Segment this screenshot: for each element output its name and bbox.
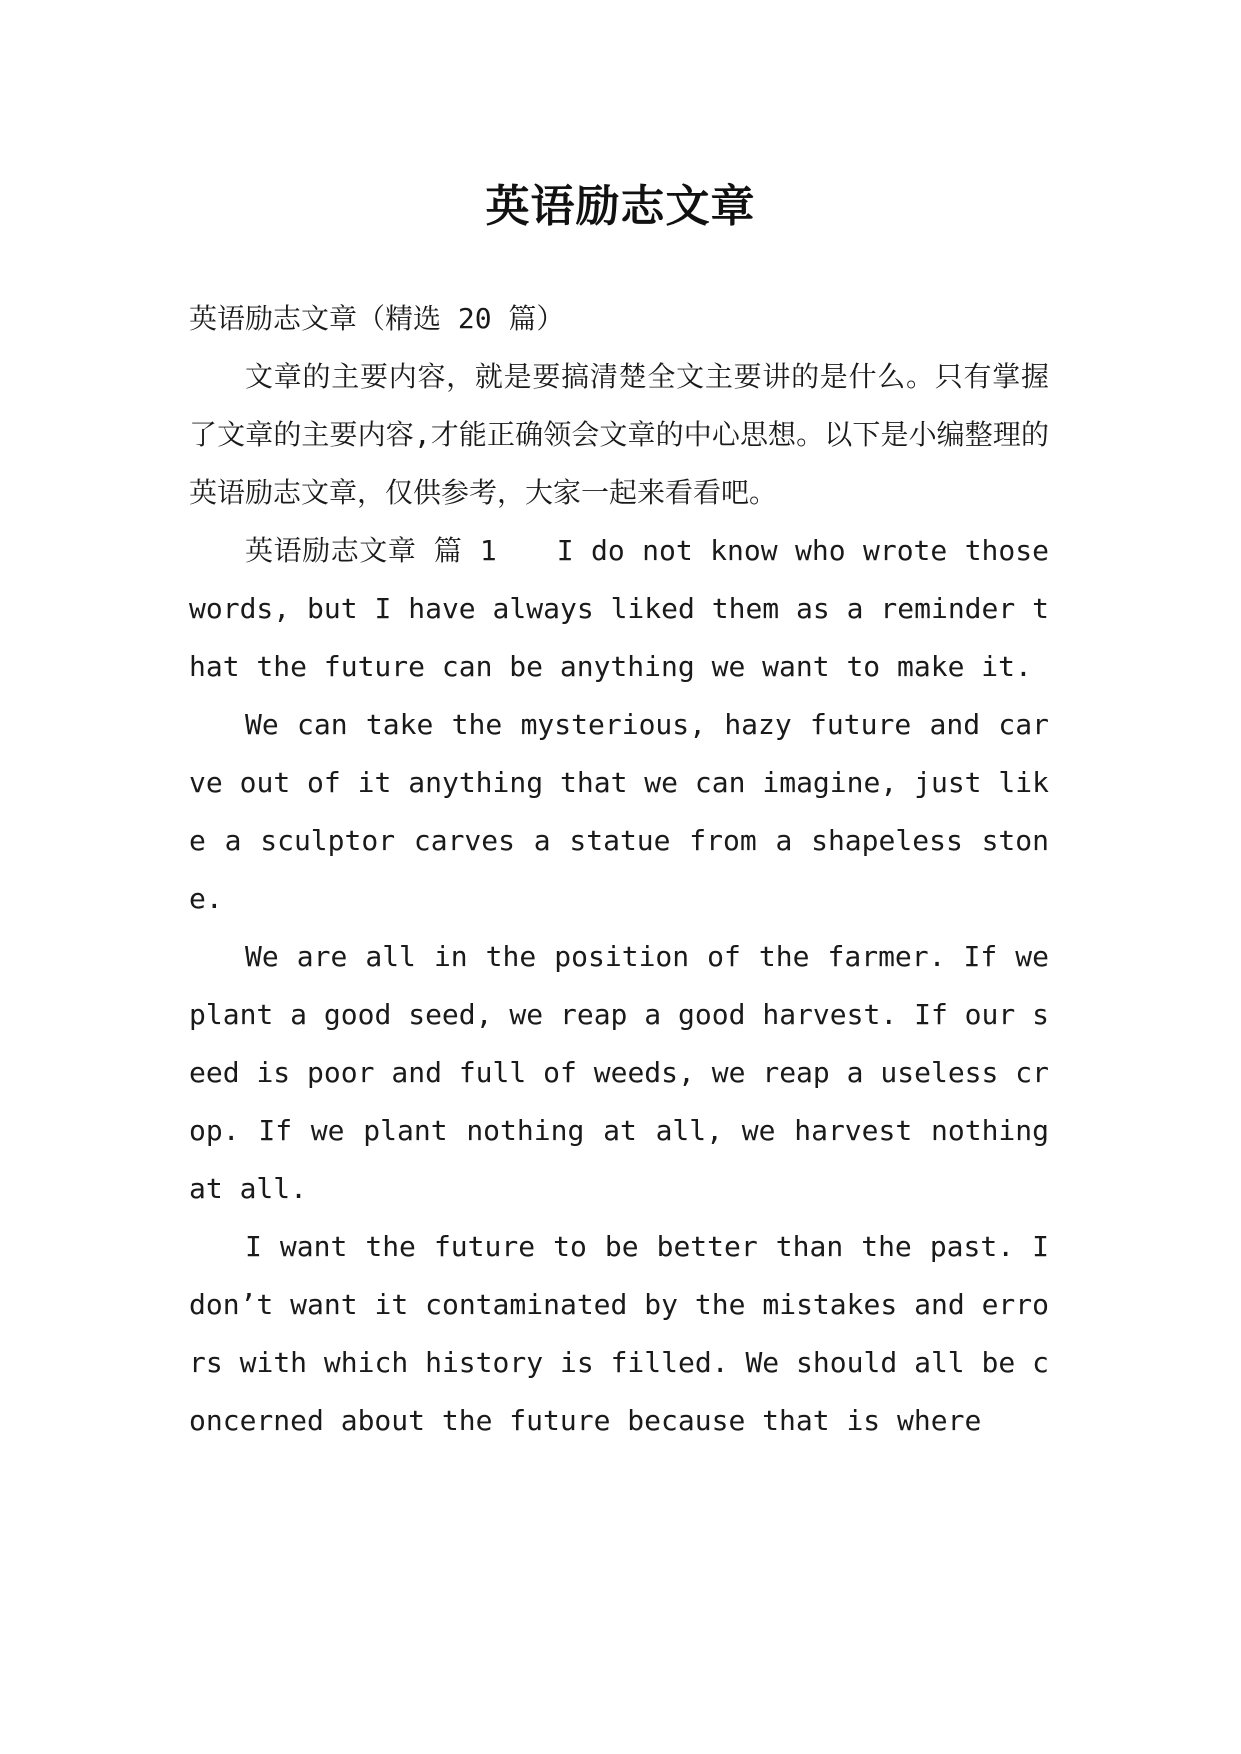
body-paragraph-2: We can take the mysterious, hazy future and carve out of it anything that we can imagine, just like a sculptor carves a statue from a shapeless stone. [189,708,1049,915]
intro-paragraph: 文章的主要内容，就是要搞清楚全文主要讲的是什么。只有掌握了文章的主要内容,才能正确领会文章的中心思想。以下是小编整理的英语励志文章，仅供参考，大家一起来看看吧。 [189,360,1049,509]
document-subtitle: 英语励志文章（精选 20 篇） [189,302,565,335]
body-paragraph-1: I do not know who wrote those words, but I have always liked them as a reminder that the future can be anything we want to make it. [189,534,1049,683]
body-paragraph-3: We are all in the position of the farmer. If we plant a good seed, we reap a good harvest. If our seed is poor and full of weeds, we reap a useless crop. If we plant nothing at all, we harvest nothing at all. [189,940,1049,1205]
section-heading: 英语励志文章 篇 1 [245,534,497,567]
body-paragraph-4: I want the future to be better than the past. I don’t want it contaminated by the mistakes and errors with which history is filled. We should all be concerned about the future because that is where [189,1230,1049,1437]
document-body [189,290,1049,1450]
section-1-paragraph [189,522,1049,696]
document-title: 英语励志文章 [485,181,756,233]
